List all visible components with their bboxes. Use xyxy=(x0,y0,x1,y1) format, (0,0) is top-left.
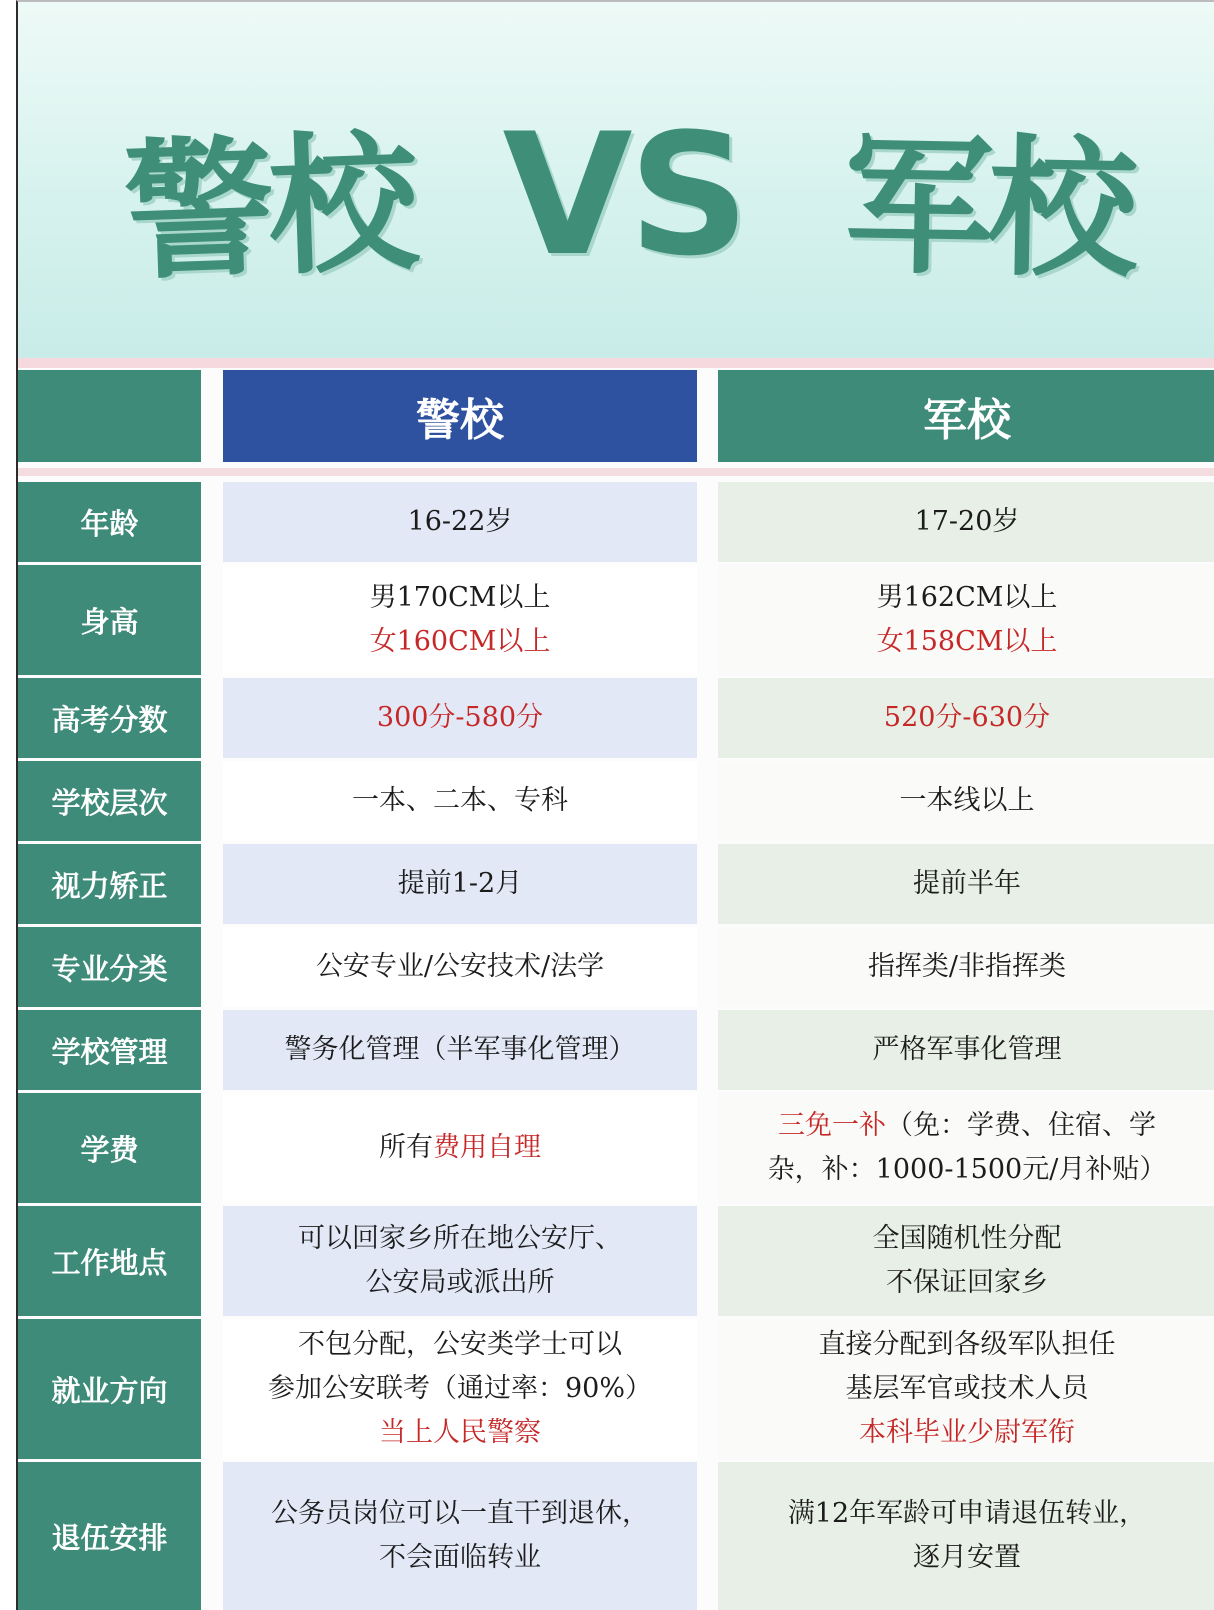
cell-text: 指挥类/非指挥类 xyxy=(867,951,1067,982)
cell-text: 不保证回家乡 xyxy=(886,1267,1048,1298)
cell-text: 提前1-2月 xyxy=(397,868,523,899)
table-row xyxy=(18,761,1214,841)
cell-line xyxy=(859,1411,1075,1455)
cell-line xyxy=(398,862,522,906)
table-row xyxy=(18,1206,1214,1316)
comparison-poster xyxy=(16,0,1214,1610)
cell-text: 当上人民警察 xyxy=(379,1417,541,1448)
police-cell xyxy=(223,844,697,924)
cell-line xyxy=(366,1261,555,1305)
military-cell xyxy=(718,678,1214,758)
row-label: 专业分类 xyxy=(18,927,201,1007)
cell-line xyxy=(316,945,604,989)
cell-text: 一本线以上 xyxy=(899,785,1035,816)
cell-line xyxy=(268,1367,652,1411)
cell-line xyxy=(379,1126,541,1170)
row-label: 学费 xyxy=(18,1093,201,1203)
cell-line xyxy=(877,576,1058,620)
row-label: 年龄 xyxy=(18,482,201,562)
cell-line xyxy=(868,945,1066,989)
cell-text: 16-22岁 xyxy=(407,506,513,537)
cell-text: 逐月安置 xyxy=(913,1542,1021,1573)
military-cell xyxy=(718,1093,1214,1203)
banner-title-military: 军校 xyxy=(842,119,1134,299)
cell-text: 参加公安联考（通过率：90%） xyxy=(267,1373,652,1404)
header-police: 警校 xyxy=(223,370,697,462)
cell-line xyxy=(379,1411,541,1455)
cell-text: 提前半年 xyxy=(913,868,1021,899)
cell-line xyxy=(900,779,1035,823)
row-label: 退伍安排 xyxy=(18,1462,201,1610)
row-label: 就业方向 xyxy=(18,1319,201,1459)
table-row xyxy=(18,1093,1214,1203)
military-cell xyxy=(718,1206,1214,1316)
cell-line xyxy=(352,779,568,823)
cell-text-suffix: （免：学费、住宿、学 xyxy=(886,1110,1156,1141)
row-label: 身高 xyxy=(18,565,201,675)
cell-line xyxy=(913,862,1021,906)
cell-text: 全国随机性分配 xyxy=(872,1223,1062,1254)
header-divider xyxy=(18,468,1214,476)
military-cell xyxy=(718,761,1214,841)
cell-line xyxy=(768,1148,1167,1192)
cell-text: 女160CM以上 xyxy=(369,626,551,657)
table-row xyxy=(18,1319,1214,1459)
cell-line xyxy=(788,1492,1146,1536)
cell-text: 警务化管理（半军事化管理） xyxy=(284,1034,636,1065)
cell-line xyxy=(819,1323,1116,1367)
cell-text: 严格军事化管理 xyxy=(872,1034,1062,1065)
cell-text: 17-20岁 xyxy=(914,506,1020,537)
police-cell xyxy=(223,1462,697,1610)
title-banner xyxy=(18,2,1214,358)
table-row xyxy=(18,678,1214,758)
military-cell xyxy=(718,1010,1214,1090)
banner-title-police: 警校 xyxy=(121,117,416,301)
cell-line xyxy=(285,1028,636,1072)
row-label: 视力矫正 xyxy=(18,844,201,924)
police-cell xyxy=(223,1010,697,1090)
cell-line xyxy=(778,1104,1156,1148)
military-cell xyxy=(718,844,1214,924)
cell-text: 公安专业/公安技术/法学 xyxy=(315,951,605,982)
military-cell xyxy=(718,1462,1214,1610)
cell-line xyxy=(271,1492,649,1536)
cell-text: 不会面临转业 xyxy=(379,1542,541,1573)
table-row xyxy=(18,565,1214,675)
cell-line xyxy=(370,576,551,620)
cell-line xyxy=(873,1217,1062,1261)
police-cell xyxy=(223,565,697,675)
cell-text: 直接分配到各级军队担任 xyxy=(818,1329,1116,1360)
police-cell xyxy=(223,678,697,758)
cell-text: 基层军官或技术人员 xyxy=(845,1373,1089,1404)
cell-text: 女158CM以上 xyxy=(876,626,1058,657)
table-row xyxy=(18,844,1214,924)
header-military: 军校 xyxy=(718,370,1214,462)
cell-line xyxy=(379,1536,541,1580)
row-label: 工作地点 xyxy=(18,1206,201,1316)
cell-line xyxy=(298,1217,622,1261)
military-cell xyxy=(718,1319,1214,1459)
police-cell xyxy=(223,1206,697,1316)
police-cell xyxy=(223,482,697,562)
row-label: 高考分数 xyxy=(18,678,201,758)
police-cell xyxy=(223,927,697,1007)
cell-text: 300分-580分 xyxy=(376,702,544,733)
table-row xyxy=(18,927,1214,1007)
cell-line xyxy=(886,1261,1048,1305)
table-row xyxy=(18,1462,1214,1610)
police-cell xyxy=(223,761,697,841)
cell-line xyxy=(408,500,513,544)
banner-divider xyxy=(18,358,1214,368)
cell-line xyxy=(873,1028,1062,1072)
cell-line xyxy=(846,1367,1089,1411)
police-cell xyxy=(223,1319,697,1459)
table-header-row xyxy=(18,370,1214,462)
cell-line xyxy=(298,1323,622,1367)
military-cell xyxy=(718,565,1214,675)
cell-line xyxy=(913,1536,1021,1580)
banner-title-vs: VS xyxy=(502,97,746,293)
cell-text: 所有 xyxy=(379,1132,433,1163)
military-cell xyxy=(718,927,1214,1007)
cell-text: 公务员岗位可以一直干到退休， xyxy=(271,1498,649,1529)
header-corner xyxy=(18,370,201,462)
cell-text: 可以回家乡所在地公安厅、 xyxy=(298,1223,622,1254)
police-cell xyxy=(223,1093,697,1203)
military-cell xyxy=(718,482,1214,562)
cell-line xyxy=(377,696,543,740)
cell-text: 男162CM以上 xyxy=(876,582,1058,613)
cell-text: 公安局或派出所 xyxy=(365,1267,555,1298)
cell-text: 满12年军龄可申请退伍转业， xyxy=(787,1498,1147,1529)
cell-text-suffix: 费用自理 xyxy=(433,1132,541,1163)
row-label: 学校管理 xyxy=(18,1010,201,1090)
cell-line xyxy=(877,620,1058,664)
cell-line xyxy=(884,696,1050,740)
table-row xyxy=(18,482,1214,562)
cell-line xyxy=(915,500,1020,544)
cell-text: 520分-630分 xyxy=(883,702,1051,733)
cell-text: 杂，补：1000-1500元/月补贴） xyxy=(767,1154,1167,1185)
cell-text: 男170CM以上 xyxy=(369,582,551,613)
cell-text: 一本、二本、专科 xyxy=(352,785,568,816)
table-row xyxy=(18,1010,1214,1090)
cell-text: 三免一补 xyxy=(778,1110,886,1141)
cell-text: 本科毕业少尉军衔 xyxy=(859,1417,1075,1448)
row-label: 学校层次 xyxy=(18,761,201,841)
cell-text: 不包分配，公安类学士可以 xyxy=(298,1329,622,1360)
cell-line xyxy=(370,620,551,664)
